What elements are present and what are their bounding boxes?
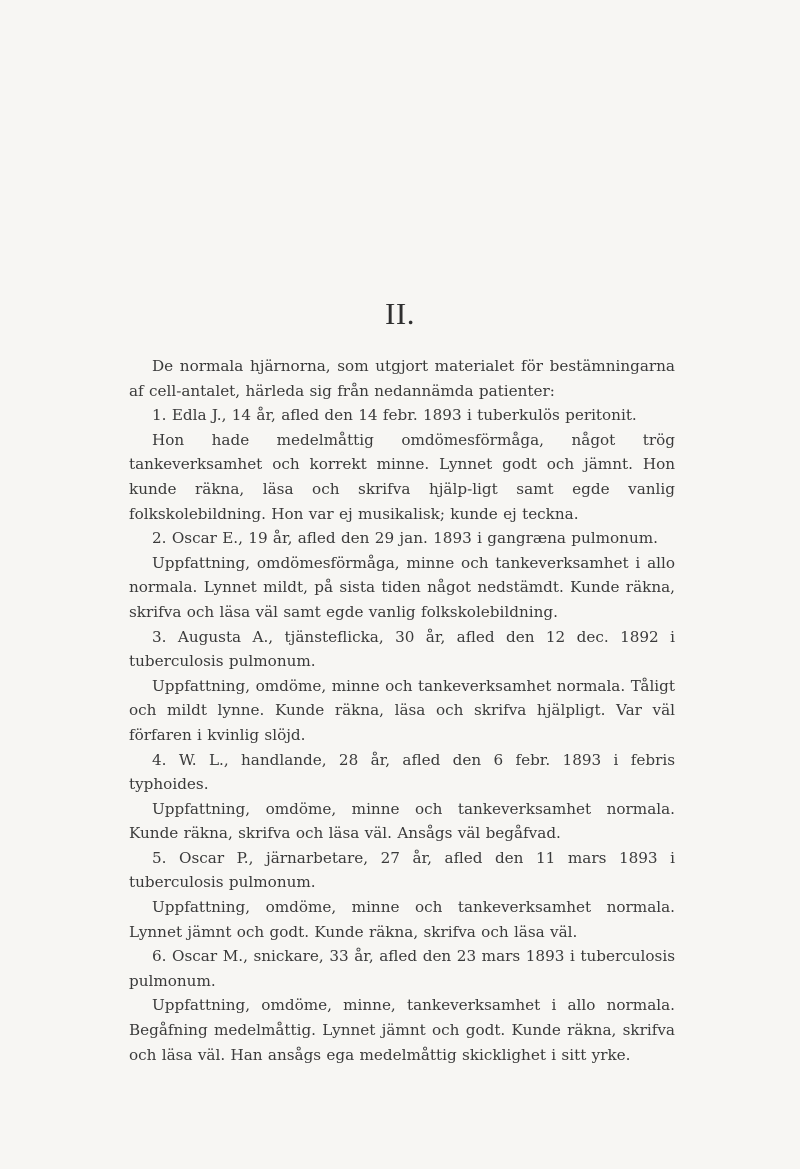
patient-4-entry: 4. W. L., handlande, 28 år, afled den 6 febr. 1893 i febris typhoides.	[129, 750, 675, 794]
intro-paragraph: De normala hjärnorna, som utgjort materialet för bestämningarna af cell-antalet, härleda sig från nedannämda patienter:	[129, 357, 675, 400]
patient-6-entry: 6. Oscar M., snickare, 33 år, afled den 23 mars 1893 i tuberculosis pulmonum.	[129, 947, 675, 990]
patient-5-description: Uppfattning, omdöme, minne och tankeverksamhet normala. Lynnet jämnt och godt. Kunde räkna, skrifva och läsa väl.	[129, 898, 675, 941]
patient-1-entry: 1. Edla J., 14 år, afled den 14 febr. 1893 i tuberkulös peritonit.	[152, 406, 637, 425]
patient-3-entry: 3. Augusta A., tjänsteflicka, 30 år, afled den 12 dec. 1892 i tuberculosis pulmonum.	[129, 627, 675, 671]
section-heading: II.	[385, 296, 415, 331]
patient-2-description: Uppfattning, omdömesförmåga, minne och tankeverksamhet i allo normala. Lynnet mildt, på sista tiden något nedstämdt. Kunde räkna, skrifva och läsa väl samt egde vanlig folkskolebildning.	[129, 553, 675, 621]
patient-2-entry: 2. Oscar E., 19 år, afled den 29 jan. 1893 i gangræna pulmonum.	[152, 529, 658, 548]
patient-4-description: Uppfattning, omdöme, minne och tankeverksamhet normala. Kunde räkna, skrifva och läsa väl. Ansågs väl begåfvad.	[129, 799, 675, 843]
body-text	[129, 354, 675, 1067]
patient-3-description: Uppfattning, omdöme, minne och tankeverksamhet normala. Tåligt och mildt lynne. Kunde räkna, läsa och skrifva hjälpligt. Var väl förfaren i kvinlig slöjd.	[129, 676, 675, 744]
patient-6-description: Uppfattning, omdöme, minne, tankeverksamhet i allo normala. Begåfning medelmåttig. Lynnet jämnt och godt. Kunde räkna, skrifva och läsa väl. Han ansågs ega medelmåttig skicklighet i sitt yrke.	[129, 996, 675, 1064]
patient-5-entry: 5. Oscar P., järnarbetare, 27 år, afled den 11 mars 1893 i tuberculosis pulmonum.	[129, 848, 675, 892]
patient-1-description: Hon hade medelmåttig omdömesförmåga, något trög tankeverksamhet och korrekt minne. Lynnet godt och jämnt. Hon kunde räkna, läsa och skrifva hjälp-ligt samt egde vanlig folkskolebildning. Hon var ej musikalisk; kunde ej teckna.	[129, 430, 675, 523]
